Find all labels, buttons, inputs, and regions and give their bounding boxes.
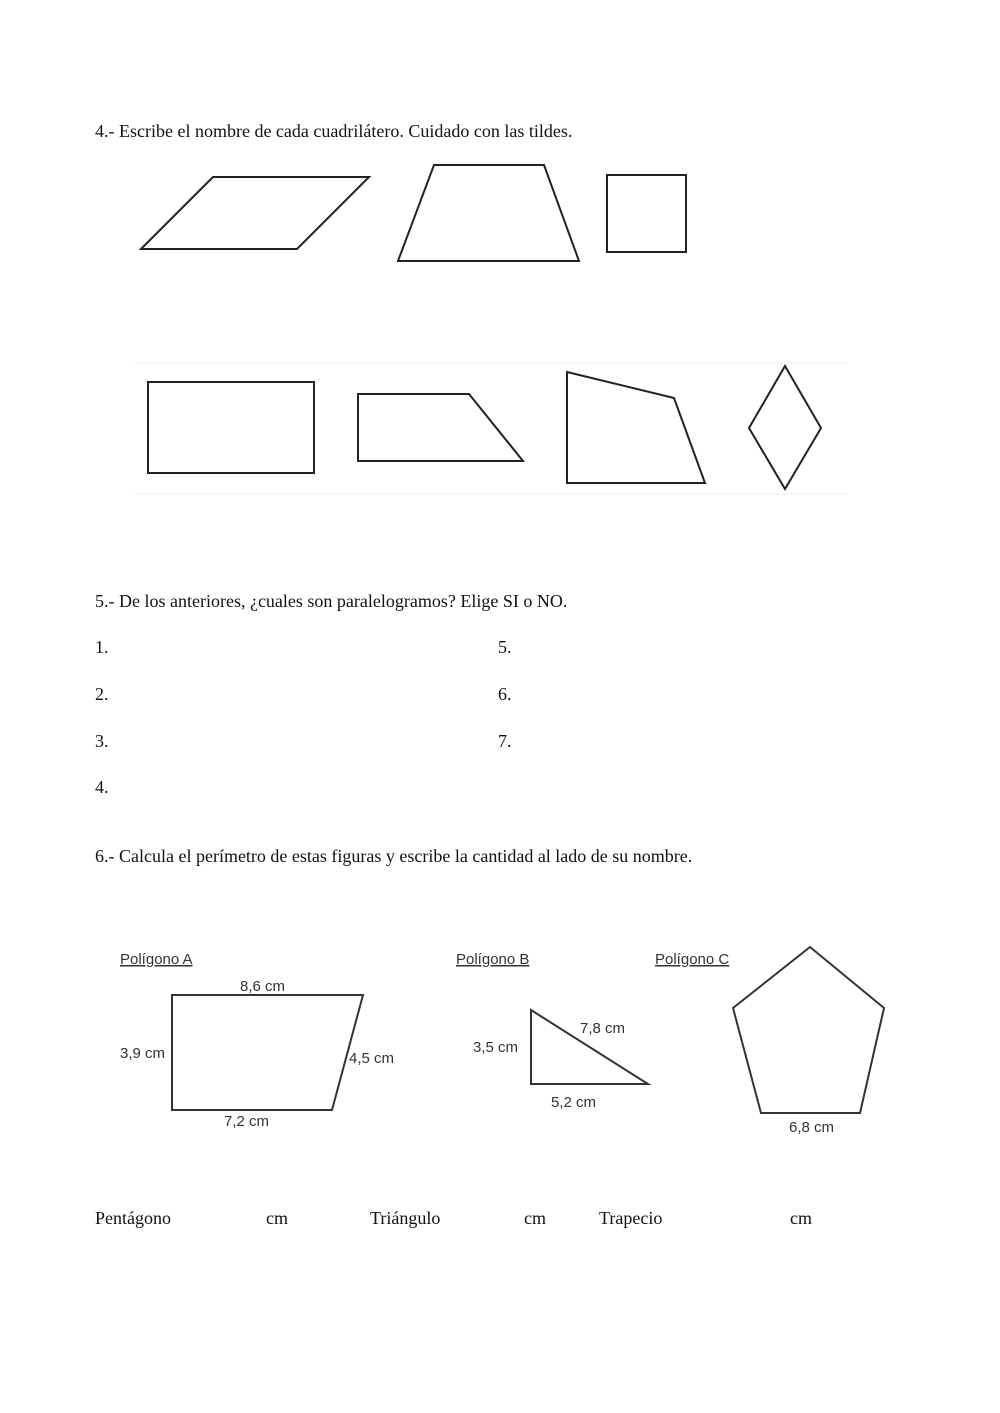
polygon-b-bottom-measure: 5,2 cm xyxy=(551,1094,597,1111)
question-6-prompt: 6.- Calcula el perímetro de estas figuras y escribe la cantidad al lado de su nombre. xyxy=(95,846,693,866)
square-shape xyxy=(607,175,686,252)
answer-item-3: 3. xyxy=(95,731,109,751)
right-trapezoid-shape xyxy=(358,394,523,461)
answer-item-5: 5. xyxy=(498,637,512,657)
answer-item-7: 7. xyxy=(498,731,512,751)
polygon-a-right-measure: 4,5 cm xyxy=(349,1050,395,1067)
polygon-a-bottom-measure: 7,2 cm xyxy=(224,1113,270,1130)
answer-item-6: 6. xyxy=(498,684,512,704)
polygon-b-label: Polígono B xyxy=(456,951,530,968)
polygon-a-label: Polígono A xyxy=(120,951,193,968)
trapezoid-irregular-shape xyxy=(567,372,705,483)
trapezoid-shape xyxy=(398,165,579,261)
polygon-c-shape xyxy=(733,947,884,1113)
answer-item-4: 4. xyxy=(95,777,109,797)
polygon-c-side-measure: 6,8 cm xyxy=(789,1119,835,1136)
answer-item-1: 1. xyxy=(95,637,109,657)
answer-item-2: 2. xyxy=(95,684,109,704)
polygon-a-top-measure: 8,6 cm xyxy=(240,978,286,995)
triangle-unit: cm xyxy=(524,1208,546,1228)
polygon-c-label: Polígono C xyxy=(655,951,730,968)
polygon-b-hypotenuse-measure: 7,8 cm xyxy=(580,1020,626,1037)
question-4-prompt: 4.- Escribe el nombre de cada cuadrilátero. Cuidado con las tildes. xyxy=(95,121,573,141)
rhomboid-shape xyxy=(141,177,369,249)
polygon-a-shape xyxy=(172,995,363,1110)
rectangle-shape xyxy=(148,382,314,473)
pentagon-label: Pentágono xyxy=(95,1208,171,1228)
rhombus-shape xyxy=(749,366,821,489)
question-5-prompt: 5.- De los anteriores, ¿cuales son paralelogramos? Elige SI o NO. xyxy=(95,591,568,611)
polygon-b-left-measure: 3,5 cm xyxy=(473,1039,519,1056)
trapezoid-unit: cm xyxy=(790,1208,812,1228)
triangle-label: Triángulo xyxy=(370,1208,441,1228)
trapezoid-label: Trapecio xyxy=(599,1208,663,1228)
polygon-a-left-measure: 3,9 cm xyxy=(120,1045,166,1062)
pentagon-unit: cm xyxy=(266,1208,288,1228)
